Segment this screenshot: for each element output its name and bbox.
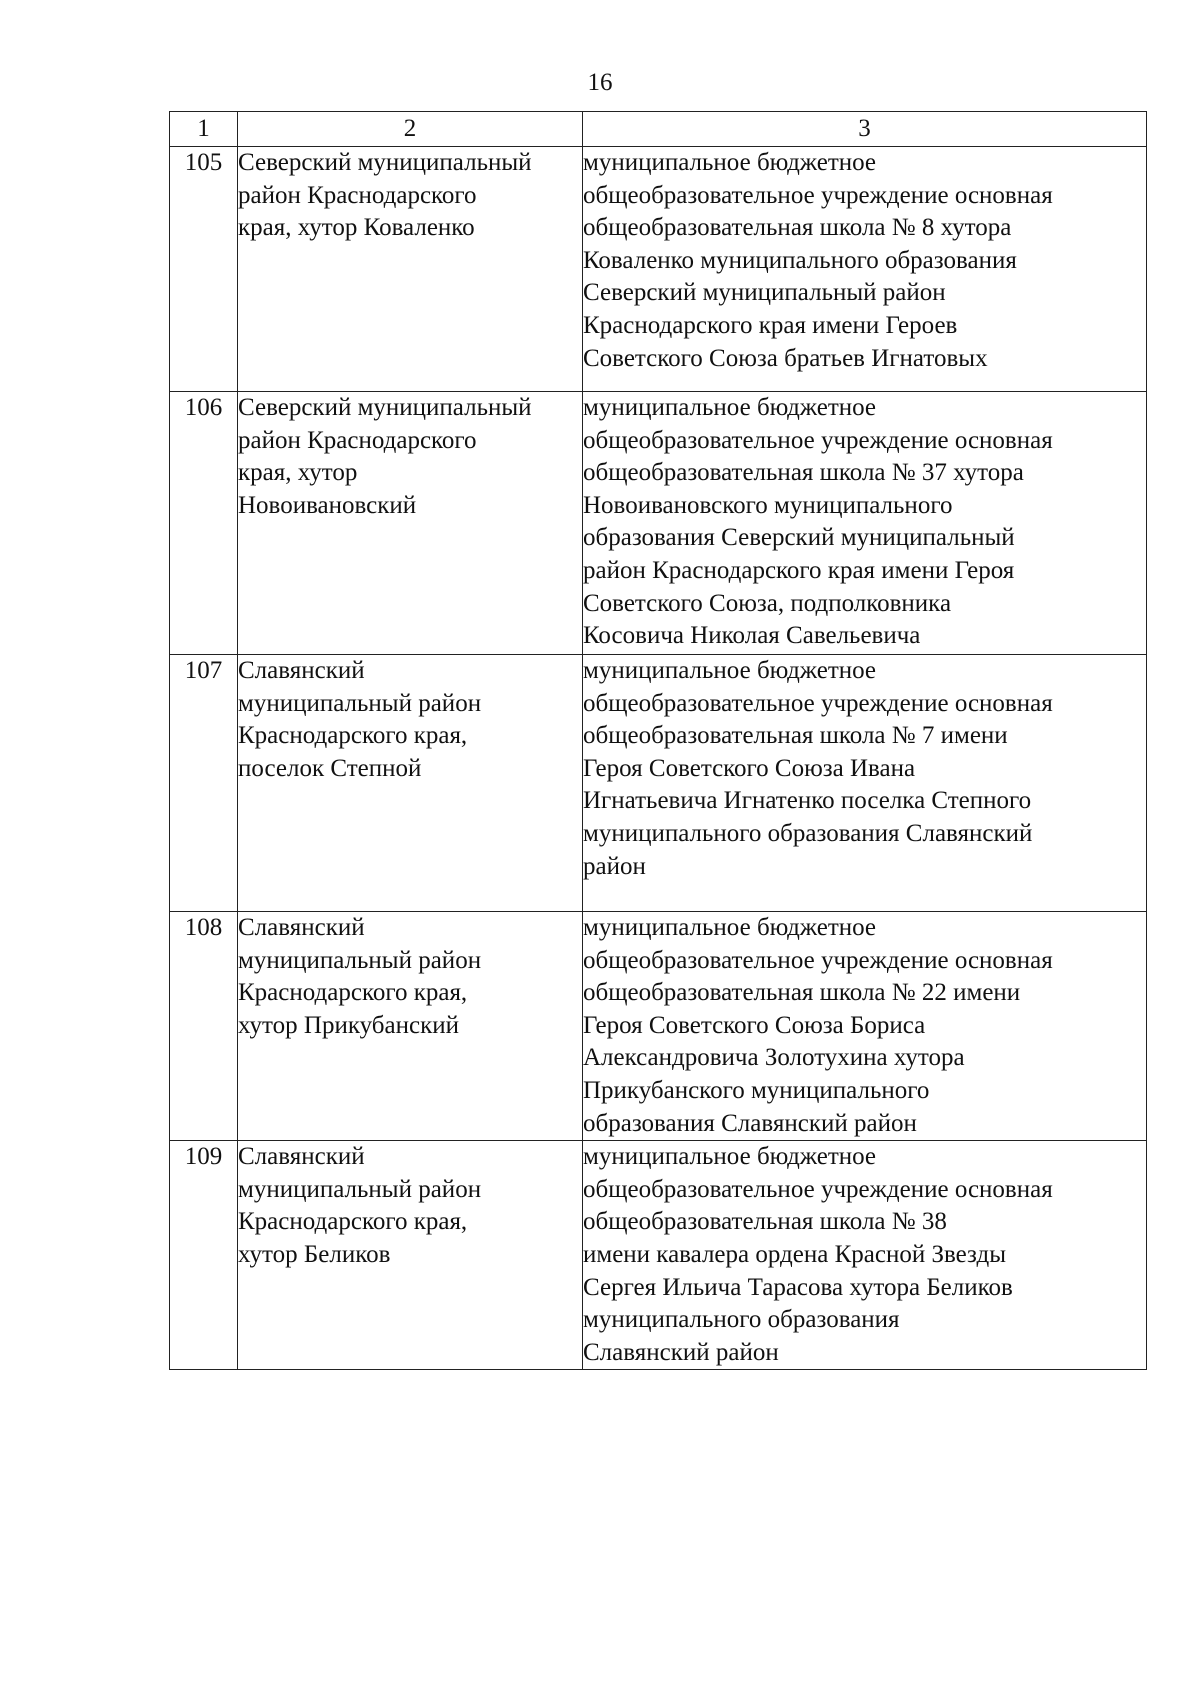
- district-line: Славянский: [238, 914, 365, 941]
- district-line: Славянский: [238, 1143, 365, 1171]
- school-line: образования Славянский район: [583, 1109, 917, 1137]
- table-row: [170, 392, 1147, 655]
- school-line: общеобразовательная школа № 7 имени: [583, 722, 1008, 750]
- row-number: 108: [170, 912, 238, 1141]
- document-table: [169, 111, 1147, 1370]
- school-line: общеобразовательная школа № 38: [583, 1208, 947, 1236]
- district-line: район Краснодарского: [238, 426, 477, 454]
- school-line: Героя Советского Союза Бориса: [583, 1011, 926, 1039]
- district-line: Северский муниципальный: [238, 394, 532, 421]
- school-cell: [583, 147, 1147, 392]
- school-line: муниципальное бюджетное: [583, 149, 877, 176]
- school-line: муниципального образования: [583, 1306, 900, 1334]
- school-cell: [583, 655, 1147, 912]
- table-row: [170, 912, 1147, 1141]
- school-cell: [583, 392, 1147, 655]
- school-line: муниципальное бюджетное: [583, 394, 877, 421]
- school-line: муниципального образования Славянский: [583, 819, 1033, 847]
- school-cell: [583, 912, 1147, 1141]
- table-row: [170, 1141, 1147, 1370]
- district-line: район Краснодарского: [238, 181, 477, 209]
- page-number: 16: [587, 69, 613, 96]
- district-line: края, хутор: [238, 459, 358, 487]
- district-line: Новоивановский: [238, 491, 417, 519]
- school-line: Новоивановского муниципального: [583, 491, 953, 519]
- district-line: муниципальный район: [238, 689, 482, 717]
- school-line: общеобразовательное учреждение основная: [583, 946, 1053, 974]
- school-line: общеобразовательная школа № 8 хутора: [583, 214, 1012, 242]
- district-line: муниципальный район: [238, 946, 482, 974]
- school-line: Краснодарского края имени Героев: [583, 311, 958, 339]
- school-line: Игнатьевича Игнатенко поселка Степного: [583, 787, 1032, 815]
- district-line: Краснодарского края,: [238, 979, 468, 1007]
- school-line: муниципальное бюджетное: [583, 914, 877, 941]
- school-line: Прикубанского муниципального: [583, 1076, 930, 1104]
- school-line: общеобразовательное учреждение основная: [583, 1175, 1053, 1203]
- row-number: 107: [170, 655, 238, 912]
- school-line: Косовича Николая Савельевича: [583, 622, 921, 650]
- school-line: Сергея Ильича Тарасова хутора Беликов: [583, 1273, 1013, 1301]
- district-line: Славянский: [238, 657, 365, 684]
- district-line: Северский муниципальный: [238, 149, 532, 176]
- table-row: [170, 147, 1147, 392]
- school-line: общеобразовательное учреждение основная: [583, 426, 1053, 454]
- row-number: 105: [170, 147, 238, 392]
- school-line: Советского Союза, подполковника: [583, 589, 952, 617]
- row-number: 109: [170, 1141, 238, 1370]
- school-cell: [583, 1141, 1147, 1370]
- table-header-row: [170, 112, 1147, 147]
- school-line: район: [583, 852, 646, 880]
- column-header-1: 1: [170, 112, 238, 147]
- row-number: 106: [170, 392, 238, 655]
- district-cell: [238, 392, 583, 655]
- school-line: Советского Союза братьев Игнатовых: [583, 344, 988, 372]
- school-line: муниципальное бюджетное: [583, 657, 877, 684]
- district-line: хутор Прикубанский: [238, 1011, 459, 1039]
- school-line: Александровича Золотухина хутора: [583, 1044, 965, 1072]
- column-header-3: 3: [583, 112, 1147, 147]
- district-line: Краснодарского края,: [238, 1208, 468, 1236]
- school-line: Коваленко муниципального образования: [583, 246, 1017, 274]
- school-line: имени кавалера ордена Красной Звезды: [583, 1240, 1006, 1268]
- school-line: район Краснодарского края имени Героя: [583, 556, 1015, 584]
- school-line: общеобразовательное учреждение основная: [583, 689, 1053, 717]
- school-line: общеобразовательная школа № 37 хутора: [583, 459, 1024, 487]
- district-cell: [238, 1141, 583, 1370]
- district-line: муниципальный район: [238, 1175, 482, 1203]
- school-line: образования Северский муниципальный: [583, 524, 1015, 552]
- district-line: Краснодарского края,: [238, 722, 468, 750]
- district-line: края, хутор Коваленко: [238, 214, 475, 242]
- column-header-2: 2: [238, 112, 583, 147]
- school-line: общеобразовательная школа № 22 имени: [583, 979, 1021, 1007]
- district-cell: [238, 655, 583, 912]
- school-line: муниципальное бюджетное: [583, 1143, 877, 1171]
- school-line: Северский муниципальный район: [583, 279, 946, 307]
- school-line: Славянский район: [583, 1338, 779, 1366]
- district-line: поселок Степной: [238, 754, 422, 782]
- district-line: хутор Беликов: [238, 1240, 391, 1268]
- school-line: Героя Советского Союза Ивана: [583, 754, 916, 782]
- district-cell: [238, 912, 583, 1141]
- table-row: [170, 655, 1147, 912]
- school-line: общеобразовательное учреждение основная: [583, 181, 1053, 209]
- district-cell: [238, 147, 583, 392]
